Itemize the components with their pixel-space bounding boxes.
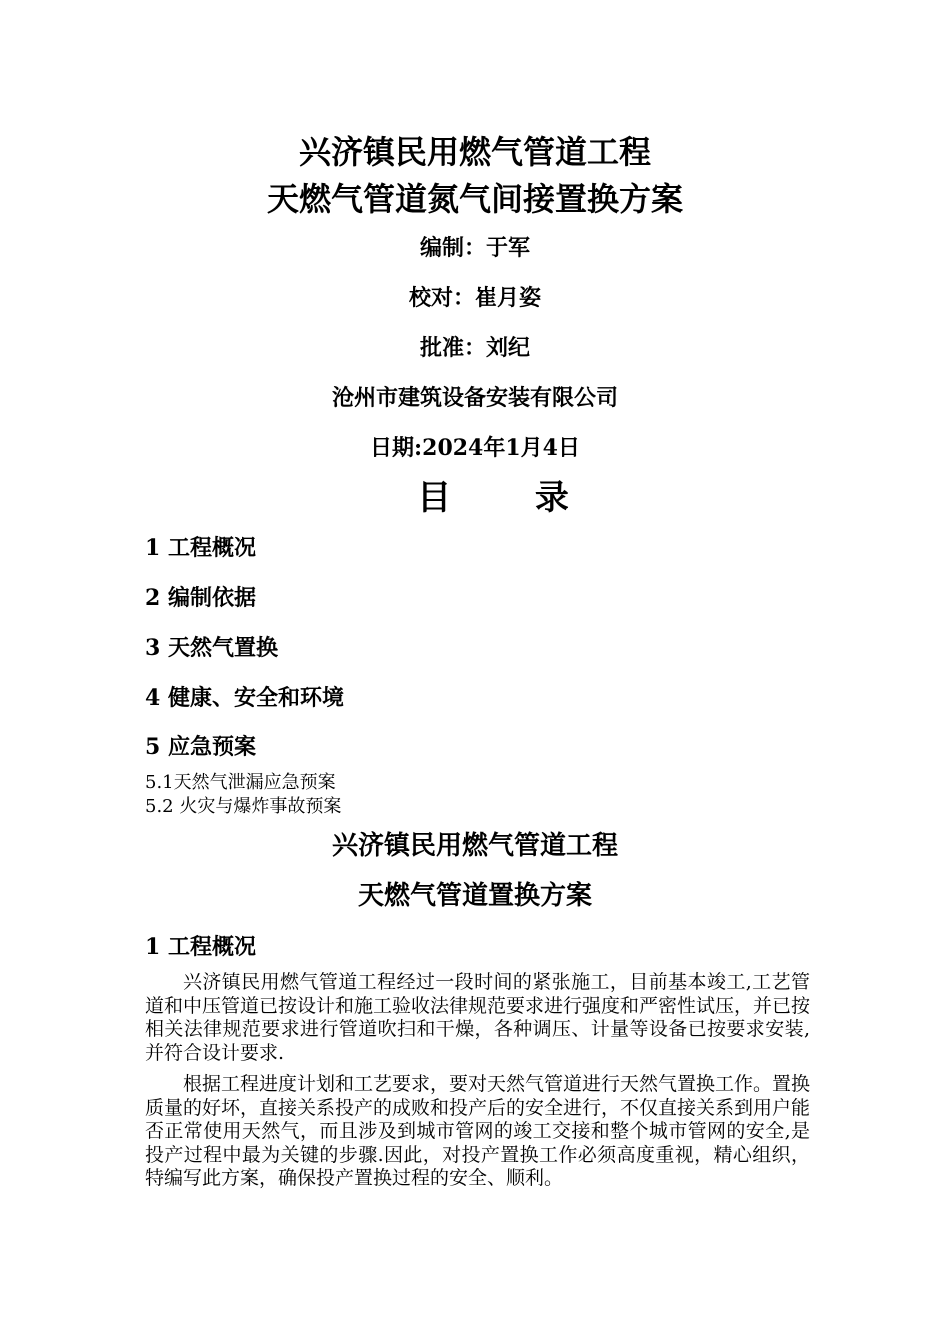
company-name: 沧州市建筑设备安装有限公司 bbox=[331, 385, 618, 411]
toc-subitem: 5.1天然气泄漏应急预案 bbox=[145, 772, 336, 793]
cover-title-line2: 天燃气管道氮气间接置换方案 bbox=[266, 180, 683, 218]
body-paragraph: 根据工程进度计划和工艺要求，要对天然气管道进行天然气置换工作。置换质量的好坏，直接关系投产的成败和投产后的安全进行，不仅直接关系到用户能否正常使用天然气，而且涉及到城市管网的竣工交接和整个城市管网的安全,是投产过程中最为关键的步骤.因此，对投产置换工作必须高度重视，精心组织，特编写此方案，确保投产置换过程的安全、顺利。 bbox=[145, 1073, 811, 1189]
toc-item: 2 编制依据 bbox=[145, 585, 256, 611]
checked-by: 校对：崔月姿 bbox=[408, 285, 541, 311]
toc-item: 4 健康、安全和环境 bbox=[145, 685, 344, 711]
approved-by: 批准：刘纪 bbox=[419, 335, 530, 361]
toc-title: 目 录 bbox=[417, 478, 605, 518]
section-heading: 1 工程概况 bbox=[145, 934, 256, 960]
toc-item: 1 工程概况 bbox=[145, 535, 256, 561]
body-title-line1: 兴济镇民用燃气管道工程 bbox=[331, 831, 618, 861]
toc-item: 5 应急预案 bbox=[145, 734, 256, 760]
body-title-line2: 天燃气管道置换方案 bbox=[357, 881, 592, 911]
document-date: 日期:2024年1月4日 bbox=[370, 435, 580, 461]
cover-title bbox=[0, 130, 950, 221]
toc-subitem: 5.2 火灾与爆炸事故预案 bbox=[145, 796, 342, 817]
toc-item: 3 天然气置换 bbox=[145, 635, 278, 661]
prepared-by: 编制：于军 bbox=[419, 235, 530, 261]
cover-title-line1: 兴济镇民用燃气管道工程 bbox=[298, 133, 651, 171]
body-paragraph: 兴济镇民用燃气管道工程经过一段时间的紧张施工，目前基本竣工,工艺管道和中压管道已按设计和施工验收法律规范要求进行强度和严密性试压，并已按相关法律规范要求进行管道吹扫和干燥，各种调压、计量等设备已按要求安装,并符合设计要求. bbox=[145, 971, 811, 1064]
